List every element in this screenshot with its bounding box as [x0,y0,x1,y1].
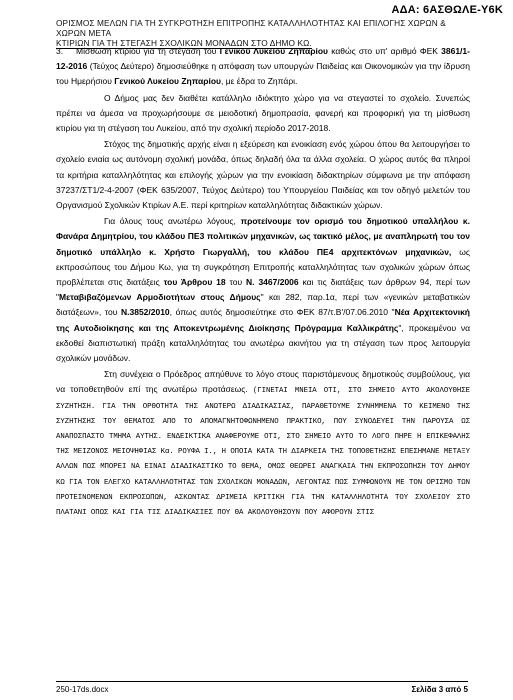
footer-page-number: Σελίδα 3 από 5 [411,685,468,694]
paragraph-proposal [56,214,470,366]
text-run: , με έδρα το Ζηπάρι. [221,76,298,87]
text-run: Στη συνέχεια ο Πρόεδρος απηύθυνε το λόγο στους παριστάμενους δημοτικούς συμβούλους, για να τοποθετηθούν επί της ανωτέρω προτάσεως. [56,369,470,395]
paragraph-goal: Στόχος της δημοτικής αρχής είναι η εξεύρεση και ενοικίαση ενός χώρου όπου θα λειτουργήσει το σχολείο ενιαία ως αυτόνομη σχολική μονάδα, όπως δηλαδή όλα τα άλλα σχολεία. Ο χώρος αυτός θα πληροί τα κριτήρια καταλληλότητας και επιλογής χώρων για την ενοικίαση διδακτηρίων σύμφωνα με την απόφαση 37237/ΣΤ1/2-4-2007 (ΦΕΚ 635/2007, Τεύχος Δεύτερο) του Υπουργείου Παιδείας και τον οδηγό μελετών του Οργανισμού Σχολικών Κτιρίων Α.Ε. περί κριτηρίων καταλληλότητας διδακτικών χώρων. [56,139,470,211]
text-run: ως εκπροσώπους του Δήμου Κω, για τη συγκρότηση Επιτροπής καταλληλότητας των σχολικών χώρων όπως προβλέπεται στις διατάξεις [56,246,470,288]
ada-code: ΑΔΑ: 6ΑΣΘΩΛΕ-Υ6Κ [391,4,503,16]
text-run: , όπως αυτός δημοσιεύτηκε στο ΦΕΚ 87/τ.Β'/07.06.2010 " [169,307,395,318]
text-run: " και 282, παρ.1α, περί των «γενικών μεταβατικών διατάξεων», του [56,292,470,318]
item-number: 3. [56,46,64,56]
document-body [56,44,470,519]
transcript-note: (ΓΙΝΕΤΑΙ ΜΝΕΙΑ ΟΤΙ, ΣΤΟ ΣΗΜΕΙΟ ΑΥΤΟ ΑΚΟΛΟΥΘΗΣΕ ΣΥΖΗΤΗΣΗ. ΓΙΑ ΤΗΝ ΟΡΘΟΤΗΤΑ ΤΗΣ ΑΝΩΤΕΡΩ ΔΙΑΔΙΚΑΣΙΑΣ, ΠΑΡΑΘΕΤΟΥΜΕ ΣΥΝΗΜΜΕΝΑ ΤΟ ΚΕΙΜΕΝΟ ΤΗΣ ΣΥΖΗΤΗΣΗΣ ΤΟΥ ΘΕΜΑΤΟΣ ΑΠΟ ΤΟ ΑΠΟΜΑΓΝΗΤΟΦΩΝΗΜΕΝΟ ΠΡΑΚΤΙΚΟ, ΠΟΥ ΣΥΝΟΔΕΥΕΙ ΤΗΝ ΠΑΡΟΥΣΑ ΩΣ ΑΝΑΠΟΣΠΑΣΤΟ ΤΜΗΜΑ ΑΥΤΗΣ. ΕΝΔΕΙΚΤΙΚΑ ΑΝΑΦΕΡΟΥΜΕ ΟΤΙ, ΣΤΟ ΣΗΜΕΙΟ ΑΥΤΟ ΤΟ ΛΟΓΟ ΠΗΡΕ Η ΕΠΙΚΕΦΑΛΗΣ ΤΗΣ ΜΕΙΖΟΝΟΣ ΜΕΙΟΨΗΦΙΑΣ Κα. ΡΟΥΦΑ Ι., Η ΟΠΟΙΑ ΚΑΤΑ ΤΗ ΔΙΑΡΚΕΙΑ ΤΗΣ ΤΟΠΟΘΕΤΗΣΗΣ ΕΠΕΣΗΜΑΝΕ ΜΕΤΑΞΥ ΑΛΛΩΝ ΠΩΣ ΜΠΟΡΕΙ ΝΑ ΕΙΝΑΙ ΔΙΑΔΙΚΑΣΤΙΚΟ ΤΟ ΘΕΜΑ, ΟΜΩΣ ΘΕΩΡΕΙ ΑΝΑΓΚΑΙΑ ΤΗΝ ΕΚΠΡΟΣΩΠΗΣΗ ΤΟΥ ΔΗΜΟΥ ΚΩ ΓΙΑ ΤΟΝ ΕΛΕΓΧΟ ΚΑΤΑΛΛΗΛΟΤΗΤΑΣ ΤΩΝ ΣΧΟΛΙΚΩΝ ΜΟΝΑΔΩΝ, ΛΕΓΟΝΤΑΣ ΠΩΣ ΣΥΜΦΩΝΟΥΝ ΜΕ ΤΟΝ ΟΡΙΣΜΟ ΤΩΝ ΠΡΟΤΕΙΝΟΜΕΝΩΝ ΕΚΠΡΟΣΩΠΩΝ, ΑΣΚΩΝΤΑΣ ΔΡΙΜΕΙΑ ΚΡΙΤΙΚΗ ΓΙΑ ΤΗΝ ΚΑΤΑΛΛΗΛΟΤΗΤΑ ΤΟΥ ΣΧΟΛΕΙΟΥ ΣΤΟ ΠΛΑΤΑΝΙ ΟΠΩΣ ΚΑΙ ΓΙΑ ΤΙΣ ΔΙΑΔΙΚΑΣΙΕΣ ΠΟΥ ΘΑ ΑΚΟΛΟΥΘΗΣΟΥΝ ΠΟΥ ΑΦΟΡΟΥΝ ΣΤΙΣ [56,387,470,518]
bold-run: Μεταβιβαζόμενων Αρμοδιοτήτων στους Δήμους [59,292,261,303]
bold-run: 3861/1-12-2016 [56,46,470,72]
text-run: ", προκειμένου να εκδοθεί διαπιστωτική πράξη καταλληλότητας του ανωτέρω ακινήτου για τη στέγαση των προς λειτουργία σχολικών μονάδων. [56,322,470,364]
text-run: καθώς στο υπ' αριθμό ΦΕΚ [328,46,442,56]
bold-run: Νέα Αρχιτεκτονική της Αυτοδιοίκησης και της Αποκεντρωμένης Διοίκησης Πρόγραμμα Καλλικράτης [56,307,471,333]
footer-filename: 250-17ds.docx [56,685,109,694]
header-line-1: ΟΡΙΣΜΟΣ ΜΕΛΩΝ ΓΙΑ ΤΗ ΣΥΓΚΡΟΤΗΣΗ ΕΠΙΤΡΟΠΗΣ ΚΑΤΑΛΛΗΛΟΤΗΤΑΣ ΚΑΙ ΕΠΙΛΟΓΗΣ ΧΩΡΩΝ & ΧΩΡΩΝ ΜΕΤΑ [56,18,446,38]
bold-run: Γενικού Λυκείου Ζηπαρίου [114,76,222,87]
header-line-2: ΚΤΙΡΙΩΝ ΓΙΑ ΤΗ ΣΤΕΓΑΣΗ ΣΧΟΛΙΚΩΝ ΜΟΝΑΔΩΝ ΣΤΟ ΔΗΜΟ ΚΩ. [56,38,312,48]
paragraph-no-space: Ο Δήμος μας δεν διαθέτει κατάλληλο ιδιόκτητο χώρο για να στεγαστεί το σχολείο. Συνεπώς πρέπει να άμεσα να προχωρήσουμε σε μειοδοτική δημοπρασία, φανερή και προφορική για τη μίσθωση κτιρίου για τη στέγαση του Λυκείου, από την σχολική περίοδο 2017-2018. [56,92,470,134]
bold-run: Γενικού Λυκείου Ζηπαρίου [219,46,329,56]
text-run: του [225,277,247,288]
bold-run: Ν.3852/2010 [120,307,170,318]
paragraph-discussion [56,367,470,519]
text-run: Μίσθωση κτιρίου για τη στέγαση του [76,46,220,56]
text-run: και τις διατάξεις των άρθρων 94, περί των " [56,277,470,303]
bold-run: Ν. 3467/2006 [246,277,299,288]
bold-run: του Άρθρου 18 [163,277,226,288]
text-run: (Τεύχος Δεύτερο) δημοσιεύθηκε η απόφαση των υπουργών Παιδείας και Οικονομικών για την ίδρυση του Ημερήσιου [56,61,470,87]
text-run: Για όλους τους ανωτέρω λόγους, [104,216,241,227]
page-footer [56,681,468,694]
paragraph-item-3 [56,44,470,90]
bold-run: προτείνουμε τον ορισμό του δημοτικού υπαλλήλου κ. Φανάρα Δημητρίου, του κλάδου ΠΕ3 πολιτικών μηχανικών, ως τακτικό μέλος, με αναπληρωτή του τον δημοτικό υπάλληλο κ. Χρήστο Γιωργαλλή, του κλάδου ΠΕ4 αρχιτεκτόνων μηχανικών, [56,216,470,257]
footer-divider [56,681,468,682]
